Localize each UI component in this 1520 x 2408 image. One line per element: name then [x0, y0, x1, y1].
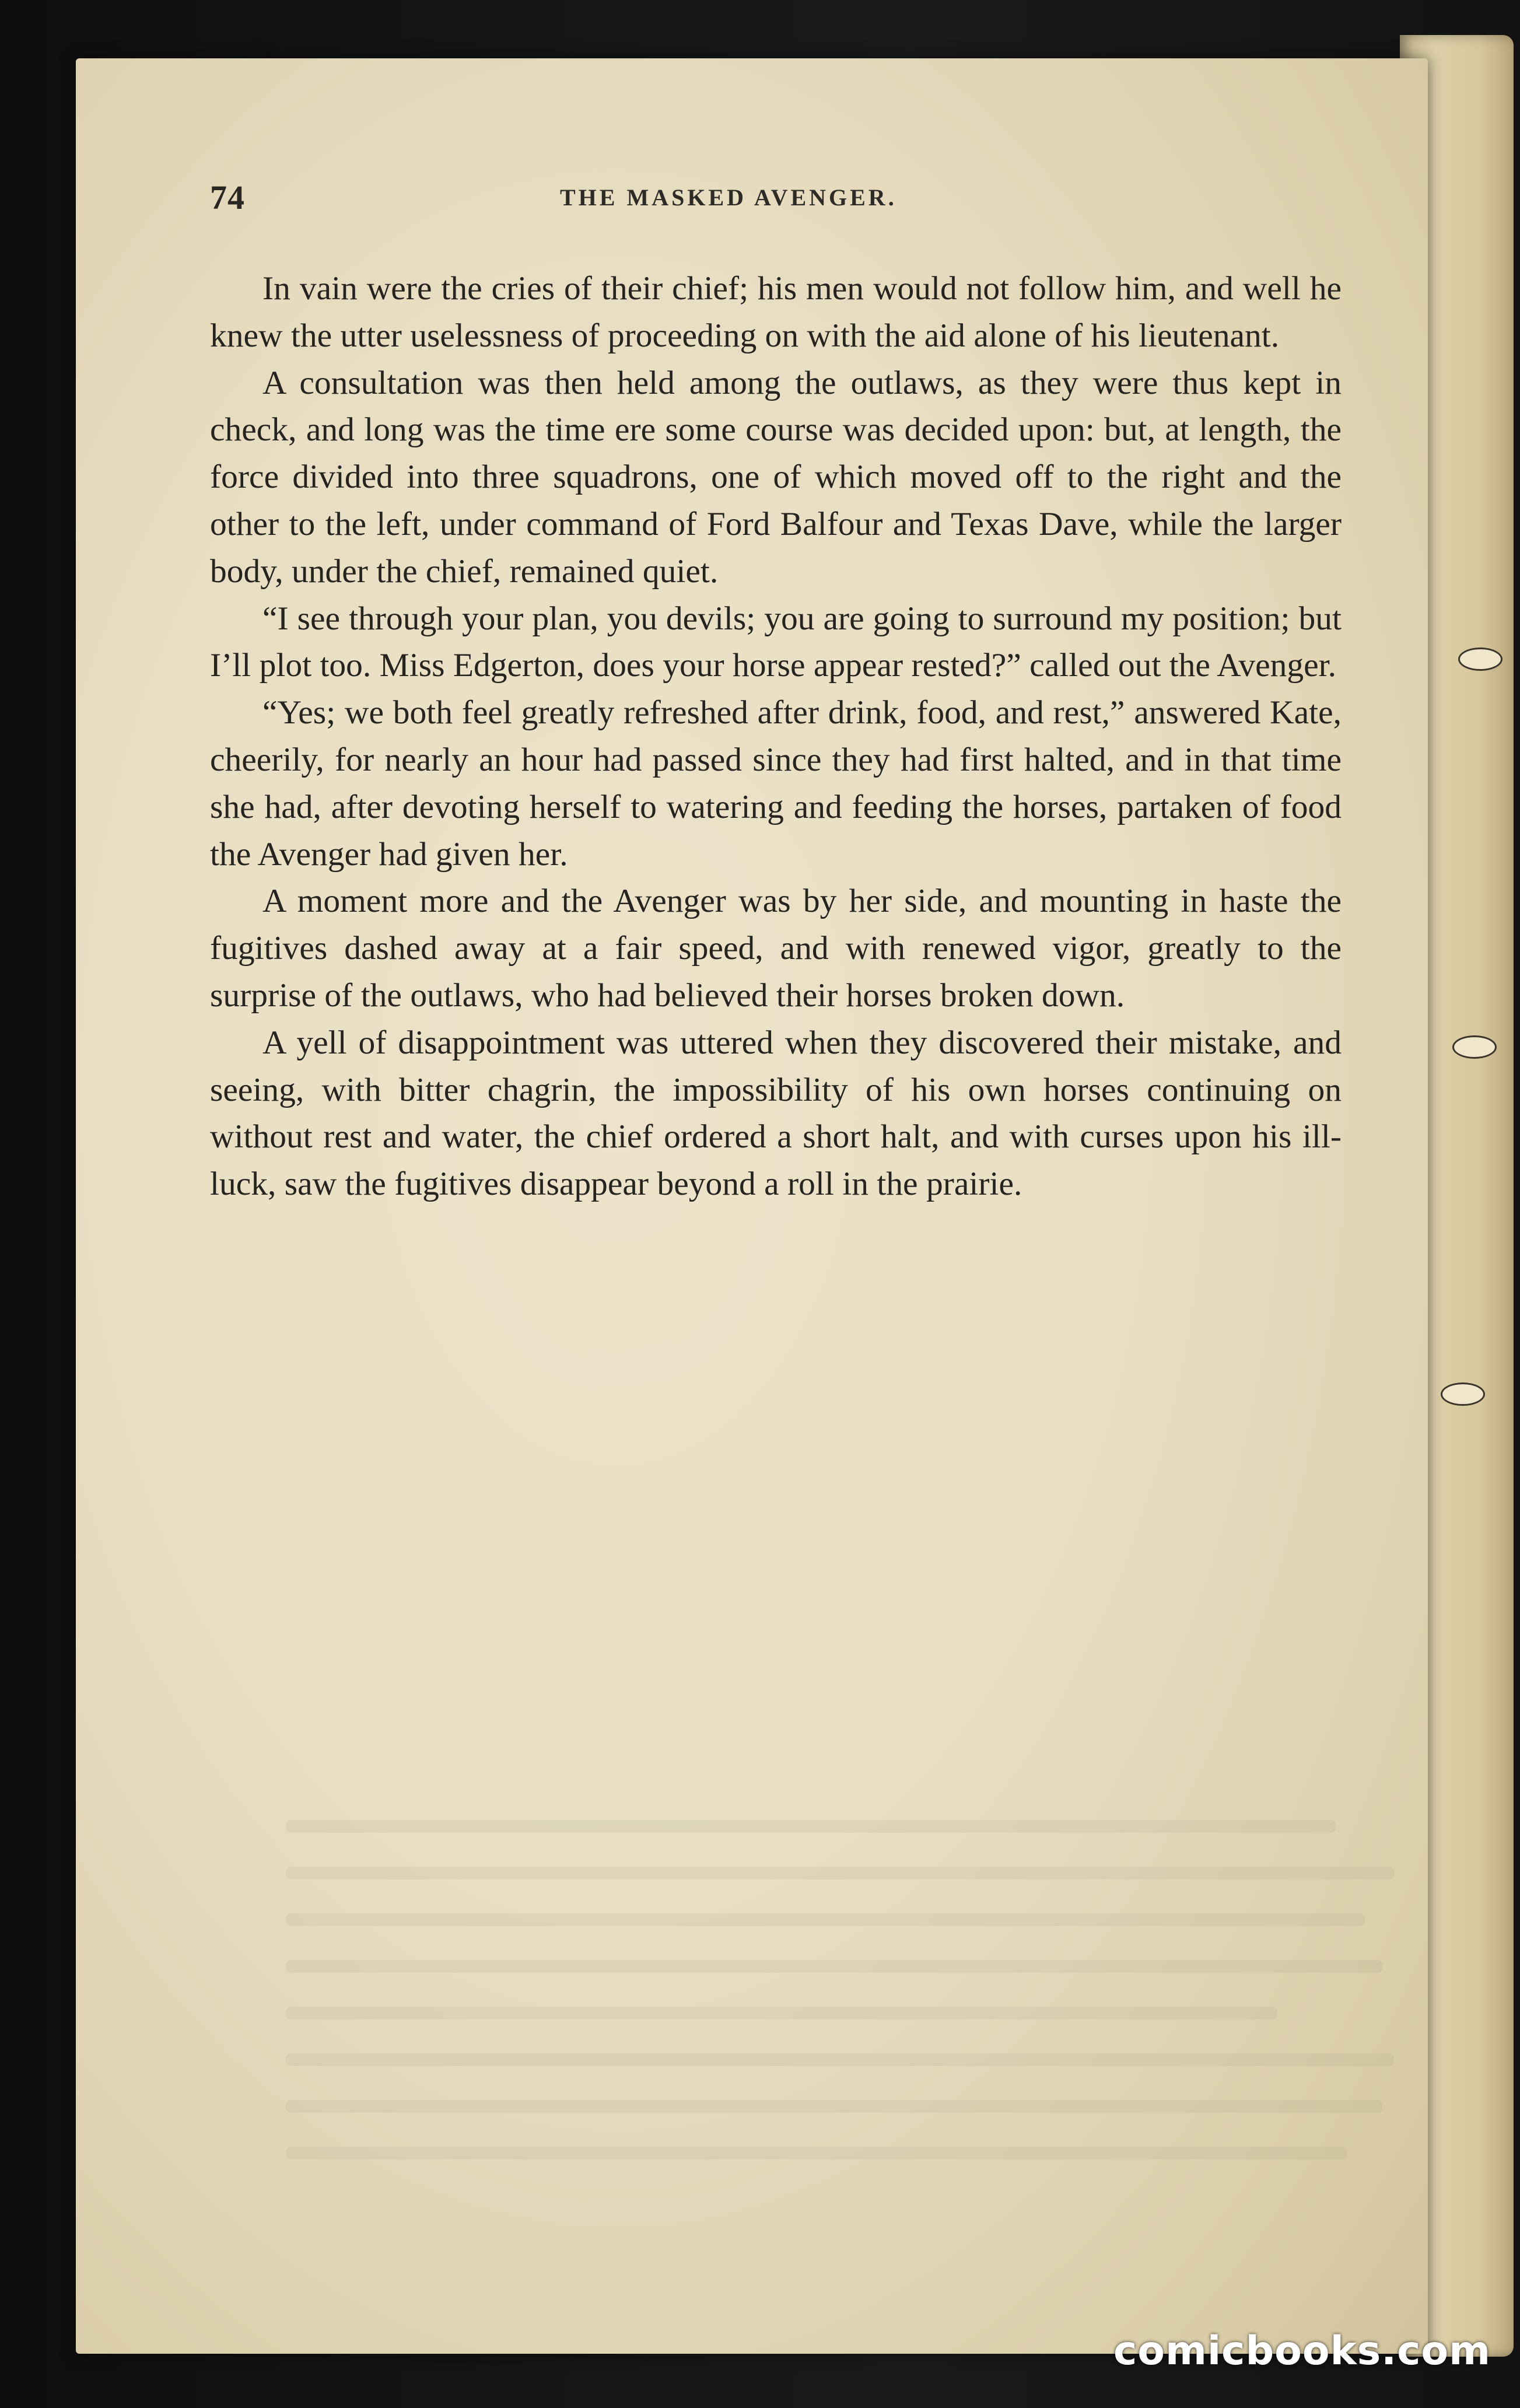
show-through-line — [286, 1913, 1365, 1926]
show-through-line — [286, 2147, 1347, 2160]
show-through-line — [286, 2053, 1394, 2066]
show-through-line — [286, 1960, 1382, 1973]
show-through-line — [286, 2007, 1277, 2020]
paragraph: “I see through your plan, you devils; you are going to surround my position; but I’ll plot too. Miss Edgerton, does your horse appear rested?” called out the Avenger. — [210, 600, 1342, 684]
page-header — [210, 178, 1342, 225]
show-through-line — [286, 2100, 1382, 2113]
page-number: 74 — [210, 178, 245, 216]
show-through-line — [286, 1820, 1336, 1833]
paragraph: A yell of disappointment was uttered when they discovered their mistake, and seeing, with bitter chagrin, the impossibility of his own horses continuing on without rest and water, the chief ordered a short halt, and with curses upon his ill-luck, saw the fugitives disappear beyond a roll in the prairie. — [210, 1024, 1342, 1203]
paragraph: In vain were the cries of their chief; his men would not follow him, and well he knew the utter uselessness of proceeding on with the aid alone of his lieutenant. — [210, 270, 1342, 354]
show-through-line — [286, 1867, 1394, 1880]
body-text — [210, 265, 1342, 1208]
paragraph: “Yes; we both feel greatly refreshed after drink, food, and rest,” answered Kate, cheerily, for nearly an hour had passed since they had first halted, and in that time she had, after devoting herself to watering and feeding the horses, partaken of food the Avenger had given her. — [210, 694, 1342, 873]
binding-stitch — [1458, 648, 1503, 671]
watermark: comicbooks.com — [1113, 2328, 1491, 2374]
paragraph: A moment more and the Avenger was by her side, and mounting in haste the fugitives dashed away at a fair speed, and with renewed vigor, greatly to the surprise of the outlaws, who had believed their horses broken down. — [210, 883, 1342, 1014]
binding-stitch — [1441, 1382, 1485, 1406]
binding-stitch — [1452, 1035, 1497, 1059]
paragraph: A consultation was then held among the outlaws, as they were thus kept in check, and long was the time ere some course was decided upon: but, at length, the force divided into three squadrons, one of which moved off to the right and the other to the left, under command of Ford Balfour and Texas Dave, while the larger body, under the chief, remained quiet. — [210, 364, 1342, 590]
running-title: THE MASKED AVENGER. — [560, 184, 897, 211]
